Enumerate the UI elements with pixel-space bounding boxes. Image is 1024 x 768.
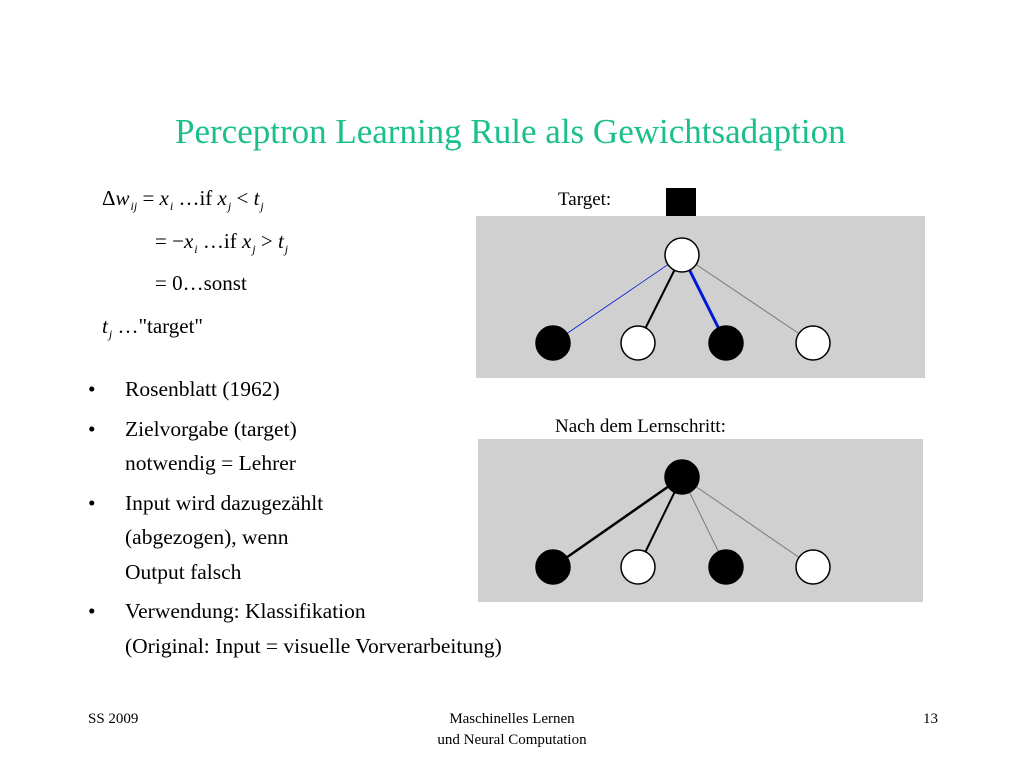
formula-xj-subscript: j (252, 242, 256, 256)
bullet-line: notwendig = Lehrer (125, 451, 296, 475)
delta-symbol: Δ (102, 186, 116, 210)
bullet-line: (Original: Input = visuelle Vorverarbeitung) (125, 633, 502, 658)
target-label: Target: (558, 189, 612, 210)
formula-line-2 (155, 229, 288, 257)
formula-line-3: = 0…sonst (155, 271, 247, 295)
formula-equals: = (137, 186, 160, 210)
formula-t-subscript: j (108, 327, 113, 341)
bullet-item (88, 486, 502, 590)
formula-xj: x (241, 229, 252, 253)
output-neuron (665, 460, 699, 494)
network-diagram-after (478, 439, 923, 602)
formula-operator: > (255, 229, 278, 253)
footer-course-line-2: und Neural Computation (437, 732, 587, 748)
formula-xj-subscript: j (227, 199, 232, 213)
input-neuron-2 (621, 550, 655, 584)
formula-t: t (277, 229, 284, 253)
formula-equals-minus: = − (155, 229, 184, 253)
connection-edge-1 (553, 477, 682, 567)
formula-x-subscript: i (169, 199, 174, 213)
input-neuron-4 (796, 326, 830, 360)
formula-t-subscript: j (284, 242, 289, 256)
bullet-text (125, 412, 502, 481)
connection-edge-4 (682, 255, 813, 343)
input-neuron-1 (536, 326, 570, 360)
formula-w: w (115, 186, 130, 210)
footer-semester: SS 2009 (88, 711, 139, 727)
formula-if: …if (197, 229, 242, 253)
input-neuron-2 (621, 326, 655, 360)
connection-edge-1 (553, 255, 682, 343)
bullet-line: Zielvorgabe (target) (125, 416, 297, 441)
output-neuron (665, 238, 699, 272)
input-neuron-3 (709, 550, 743, 584)
formula-t: t (253, 186, 260, 210)
slide-title: Perceptron Learning Rule als Gewichtsadaption (175, 112, 846, 151)
network-panel-before (476, 216, 925, 378)
formula-x-subscript: i (194, 242, 198, 256)
bullet-item (88, 372, 502, 407)
bullet-item (88, 412, 502, 481)
input-neuron-3 (709, 326, 743, 360)
footer-course (400, 709, 624, 751)
bullet-symbol: • (88, 377, 96, 401)
bullet-symbol: • (88, 490, 96, 515)
network-diagram-before (476, 216, 925, 378)
formula-t-subscript: j (260, 199, 264, 213)
input-neuron-1 (536, 550, 570, 584)
formula-line-1 (102, 186, 264, 214)
bullet-line: Input wird dazugezählt (125, 490, 324, 515)
footer-course-line-1: Maschinelles Lernen (449, 711, 575, 727)
bullet-line: (abgezogen), wenn (125, 525, 289, 549)
formula-w-subscript: ij (130, 199, 138, 213)
formula-xj: x (217, 186, 227, 210)
formula-if: …if (173, 186, 218, 210)
connection-edge-4 (682, 477, 813, 567)
bullet-text (125, 372, 502, 407)
target-square (666, 188, 696, 217)
bullet-line: Output falsch (125, 559, 242, 584)
bullet-line: Verwendung: Klassifikation (125, 599, 366, 623)
bullet-symbol: • (88, 599, 96, 623)
bullet-text (125, 486, 502, 590)
formula-operator: < (231, 186, 254, 210)
formula-x: x (183, 229, 194, 253)
formula-target-text: …"target" (112, 314, 204, 338)
bullet-text (125, 594, 502, 663)
formula-x: x (159, 186, 169, 210)
formula-line-4 (102, 314, 203, 342)
formula-t: t (102, 314, 108, 338)
bullet-list (88, 372, 502, 668)
network-panel-after (478, 439, 923, 602)
input-neuron-4 (796, 550, 830, 584)
bullet-item (88, 594, 502, 663)
footer-page-number: 13 (923, 711, 938, 727)
bullet-line: Rosenblatt (1962) (125, 377, 280, 401)
after-step-label: Nach dem Lernschritt: (555, 416, 726, 437)
bullet-symbol: • (88, 416, 96, 441)
